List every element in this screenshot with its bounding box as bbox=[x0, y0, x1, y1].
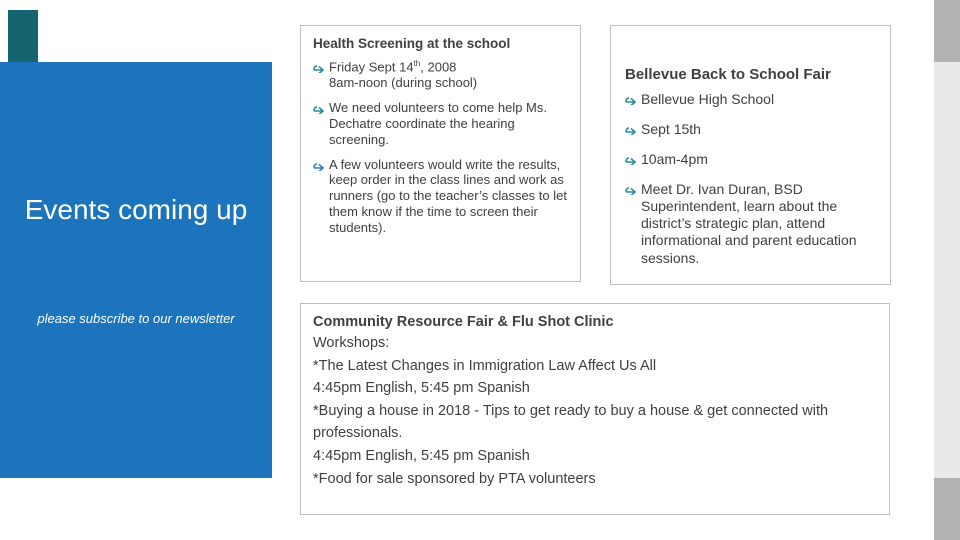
community-fair-box bbox=[300, 303, 890, 515]
health-bullet-2-text: We need volunteers to come help Ms. Dechatre coordinate the hearing screening. bbox=[329, 100, 547, 147]
fair-bullet-2 bbox=[625, 121, 876, 138]
arrow-bullet-icon bbox=[625, 183, 639, 195]
fair-bullet-3-text: 10am-4pm bbox=[641, 151, 708, 168]
community-line-1: Workshops: bbox=[313, 335, 390, 351]
bullet1-before-sup: Friday Sept 14 bbox=[329, 59, 414, 75]
arrow-bullet-icon bbox=[313, 61, 327, 73]
community-line-4: *Buying a house in 2018 - Tips to get ready to buy a house & get connected with professionals. bbox=[313, 402, 829, 442]
events-panel-subtitle: please subscribe to our newsletter bbox=[37, 311, 235, 326]
school-fair-box bbox=[610, 25, 891, 285]
events-panel bbox=[0, 62, 272, 478]
school-fair-title: Bellevue Back to School Fair bbox=[625, 66, 831, 83]
events-panel-title: Events coming up bbox=[24, 194, 248, 225]
community-line-2: *The Latest Changes in Immigration Law Affect Us All bbox=[313, 357, 657, 374]
bullet1-sup: th bbox=[413, 59, 421, 68]
fair-bullet-1 bbox=[625, 91, 876, 108]
right-edge-strip bbox=[934, 0, 960, 540]
health-bullet-1 bbox=[313, 59, 568, 91]
fair-bullet-1-text: Bellevue High School bbox=[641, 91, 775, 107]
arrow-bullet-icon bbox=[625, 93, 639, 105]
fair-bullet-4 bbox=[625, 181, 876, 266]
health-bullet-3-text: A few volunteers would write the results, keep order in the class lines and work as runners (go to the teacher’s classes to let them know if the time to screen their students). bbox=[329, 156, 567, 236]
fair-bullet-3 bbox=[625, 151, 876, 168]
arrow-bullet-icon bbox=[313, 102, 327, 114]
community-line-5: 4:45pm English, 5:45 pm Spanish bbox=[313, 448, 530, 465]
bullet1-line2: 8am-noon (during school) bbox=[329, 75, 478, 91]
health-bullet-3 bbox=[313, 157, 568, 236]
fair-bullet-4-text: Meet Dr. Ivan Duran, BSD Superintendent, learn about the district’s strategic plan, attend informational and parent education sessions. bbox=[641, 181, 857, 266]
health-bullet-2 bbox=[313, 100, 568, 148]
right-edge-strip-light bbox=[934, 62, 960, 478]
health-bullet-1-text bbox=[329, 59, 568, 91]
teal-accent-tab bbox=[8, 10, 38, 68]
arrow-bullet-icon bbox=[625, 123, 639, 135]
arrow-bullet-icon bbox=[625, 153, 639, 165]
bullet1-after-sup: , 2008 bbox=[420, 59, 457, 75]
fair-bullet-2-text: Sept 15th bbox=[641, 121, 701, 138]
health-screening-box bbox=[300, 25, 581, 282]
community-line-3: 4:45pm English, 5:45 pm Spanish bbox=[313, 380, 530, 397]
community-line-6: *Food for sale sponsored by PTA volunteers bbox=[313, 470, 596, 487]
health-screening-title: Health Screening at the school bbox=[313, 36, 511, 51]
arrow-bullet-icon bbox=[313, 159, 327, 171]
community-fair-title: Community Resource Fair & Flu Shot Clinic bbox=[313, 314, 614, 330]
